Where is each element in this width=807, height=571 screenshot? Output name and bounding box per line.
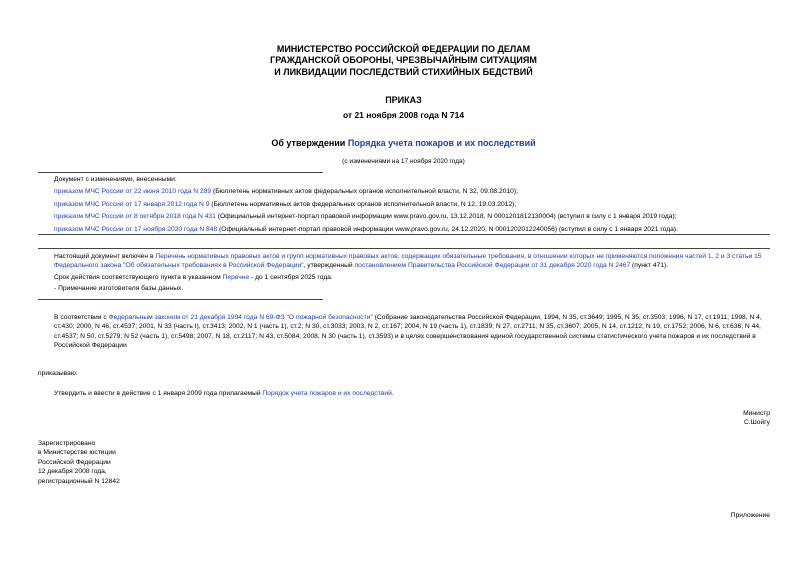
change-item [38,212,770,221]
preamble-text: (Собрание законодательства Российской Федерации, 1994, N 35, ст.3649; 1995, N 35, ст.3503; 1996, N 17, ст.1911; 1998, N 4, ст.430; 2000, N 46, ст.4537; 2001, N 33 (часть I), ст.3413; 2002, N 1 (часть 1), ст.2; N 30, ст.3033; 2003, N 2, ст.167; 2004, N 19 (часть 1), ст.1839; N 27, ст.2711; N 35, ст.3607; 2005, N 14, ст.1212; N 19, ст.1752; 2006, N 6, ст.636; N 44, ст.4537; N 50, ст.5279; N 52 (часть 1), ст.5498; 2007, N 18, ст.2117; N 43, ст.5084; 2008, N 30 (часть 1), ст.3593) и в целях совершенствования единой государственной системы статистического учета пожаров и их последствий в Российской Федерации [54,314,762,350]
signature-position: Министр [743,410,770,417]
registration-line: Российской Федерации [38,458,111,466]
list-link[interactable]: Перечне [222,273,250,281]
change-item [38,200,770,209]
inclusion-text: (пункт 471). [630,262,669,270]
divider [38,172,323,173]
preamble-block [38,313,770,351]
change-text: (Бюллетень нормативных актов федеральных органов исполнительной власти, N 12, 19.03.2012); [209,200,517,208]
doc-title-prefix: Об утверждении [271,138,348,148]
inclusion-list-link[interactable]: Перечень нормативных правовых актов и групп нормативных правовых актов, содержащих обязательные требования, в отношении которых не применяются положения частей 1, 2 и 3 статьи 15 Федерального закона "Об обязательных требованиях в Российской Федерации" [54,253,762,270]
doc-date: от 21 ноября 2008 года N 714 [342,110,465,120]
edition-note: (с изменениями на 17 ноября 2020 года) [342,158,465,165]
db-note: - Примечание изготовителя базы данных. [54,285,184,293]
inclusion-paragraph [38,252,770,271]
divider [38,234,770,235]
term-text: - до 1 сентября 2025 года. [249,273,333,281]
change-link[interactable]: приказом МЧС России от 22 июня 2010 года N 289 [54,188,212,196]
order-text: Утвердить и ввести в действие с 1 января 2009 года прилагаемый [54,390,263,397]
change-item [38,225,770,234]
change-item [38,187,770,196]
signature-name: С.Шойгу [743,419,770,427]
order-text: . [391,390,394,397]
inclusion-block [38,252,770,294]
appendix-label: Приложение [730,512,770,519]
change-text: (Официальный интернет-портал правовой информации www.pravo.gov.ru, 13.12.2018, N 0001201812130004) (вступил в силу с 1 января 2019 года); [215,213,677,221]
registration-line: 12 декабря 2008 года, [38,468,107,476]
ministry-header-line: И ЛИКВИДАЦИИ ПОСЛЕДСТВИЙ СТИХИЙНЫХ БЕДСТВИЙ [274,66,533,77]
changes-block [38,175,770,234]
term-text: Срок действия соответствующего пункта в указанном [54,273,223,281]
ministry-header [0,44,807,78]
procedure-link[interactable]: Порядок учета пожаров и их последствий [262,390,392,397]
doc-type: ПРИКАЗ [385,95,422,105]
term-paragraph [38,273,770,282]
registration-line: в Министерстве юстиции [38,449,116,457]
inclusion-text: Настоящий документ включен в [54,253,156,260]
order-paragraph [38,389,770,398]
signature-block [38,409,770,428]
registration-line: регистрационный N 12842 [38,477,120,485]
ministry-header-line: МИНИСТЕРСТВО РОССИЙСКОЙ ФЕДЕРАЦИИ ПО ДЕЛАМ [276,44,531,54]
federal-law-link[interactable]: Федеральным законом от 21 декабря 1994 года N 69-ФЗ "О пожарной безопасности" [108,314,373,321]
order-word: приказываю: [38,370,78,377]
preamble-paragraph [38,313,770,351]
change-text: (Бюллетень нормативных актов федеральных органов исполнительной власти, N 32, 09.08.2010); [211,188,518,196]
change-link[interactable]: приказом МЧС России от 17 ноября 2020 года N 848 [54,225,218,233]
government-decree-link[interactable]: постановлением Правительства Российской Федерации от 31 декабря 2020 года N 2467 [354,262,631,270]
doc-title [0,137,807,150]
order-block [38,389,770,398]
divider [38,248,770,249]
divider [38,299,323,300]
ministry-header-line: ГРАЖДАНСКОЙ ОБОРОНЫ, ЧРЕЗВЫЧАЙНЫМ СИТУАЦИЯМ [270,55,537,66]
preamble-text: В соответствии с [54,314,109,321]
registration-block [38,439,770,486]
change-link[interactable]: приказом МЧС России от 8 октября 2018 года N 431 [54,213,216,221]
inclusion-text: , утвержденный [303,262,355,270]
doc-title-link[interactable]: Порядка учета пожаров и их последствий [347,138,536,148]
registration-line: Зарегистрировано [38,440,96,447]
change-link[interactable]: приказом МЧС России от 17 января 2012 года N 9 [54,200,210,208]
changes-intro: Документ с изменениями, внесенными: [54,176,177,183]
change-text: (Официальный интернет-портал правовой информации www.pravo.gov.ru, 24.12.2020, N 0001202012240056) (вступил в силу с 1 января 2021 года). [217,225,678,233]
